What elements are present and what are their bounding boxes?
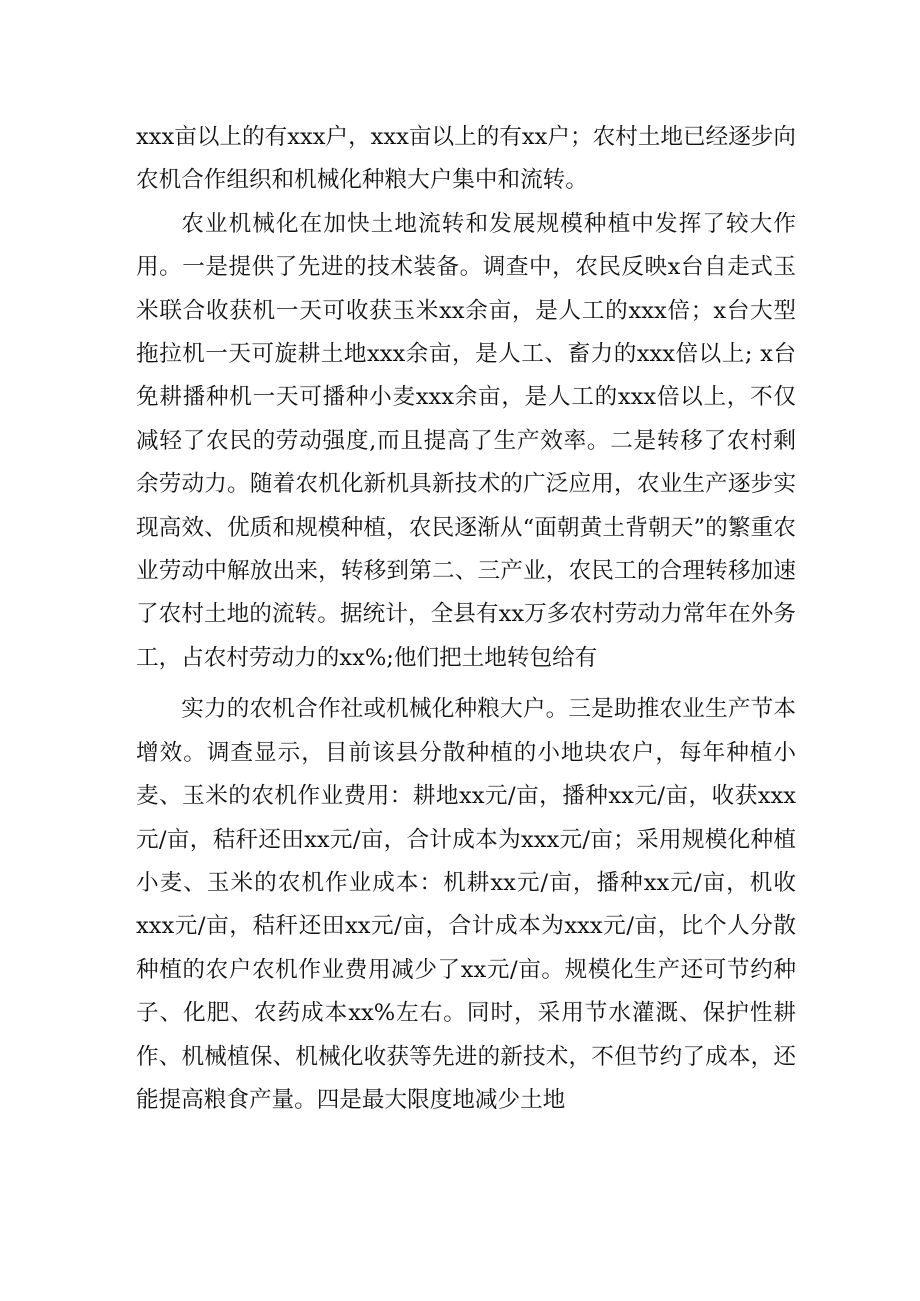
paragraph-mechanization-role: 农业机械化在加快土地流转和发展规模种植中发挥了较大作用。一是提供了先进的技术装备。调查中，农民反映x台自走式玉米联合收获机一天可收获玉米xx余亩，是人工的xxx倍；x台大型拖拉机一天可旋耕土地xxx余亩，是人工、畜力的xxx倍以上; x台免耕播种机一天可播种小麦xxx余亩，是人工的xxx倍以上，不仅减轻了农民的劳动强度,而且提高了生产效率。二是转移了农村剩余劳动力。随着农机化新机具新技术的广泛应用，农业生产逐步实现高效、优质和规模种植，农民逐渐从“面朝黄土背朝天”的繁重农业劳动中解放出来，转移到第二、三产业，农民工的合理转移加速了农村土地的流转。据统计，全县有xx万多农村劳动力常年在外务工，占农村劳动力的xx%;他们把土地转包给有 [136,210,796,671]
document-page [136,116,796,1122]
paragraph-cost-efficiency: 实力的农机合作社或机械化种粮大户。三是助推农业生产节本增效。调查显示，目前该县分散种植的小地块农户，每年种植小麦、玉米的农机作业费用：耕地xx元/亩，播种xx元/亩，收获xxx元/亩，秸秆还田xx元/亩，合计成本为xxx元/亩；采用规模化种植小麦、玉米的农机作业成本：机耕xx元/亩，播种xx元/亩，机收xxx元/亩，秸秆还田xx元/亩，合计成本为xxx元/亩，比个人分散种植的农户农机作业费用减少了xx元/亩。规模化生产还可节约种子、化肥、农药成本xx%左右。同时，采用节水灌溉、保护性耕作、机械植保、机械化收获等先进的新技术，不但节约了成本，还能提高粮食产量。四是最大限度地减少土地 [136,696,796,1113]
paragraph-continued-land-stats: xxx亩以上的有xxx户，xxx亩以上的有xx户；农村土地已经逐步向农机合作组织和机械化种粮大户集中和流转。 [136,124,796,194]
